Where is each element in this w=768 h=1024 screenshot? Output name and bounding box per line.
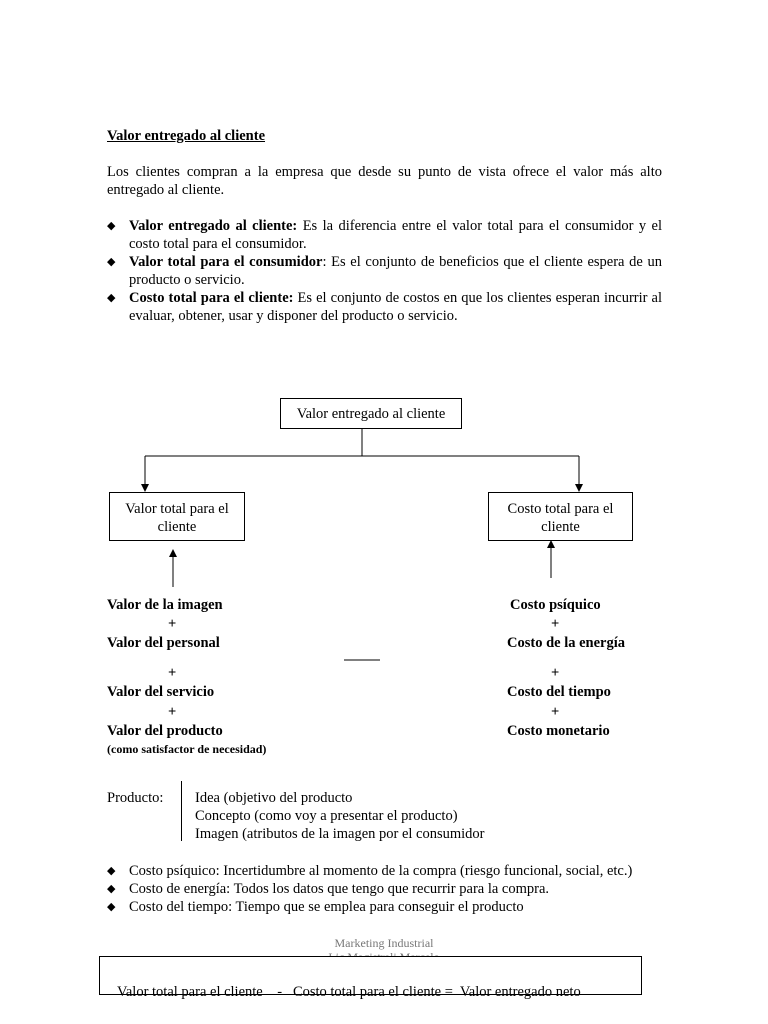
customer-value-box-label: Valor total para el cliente [125, 501, 229, 535]
cost-item: Costo del tiempo [507, 684, 611, 700]
diamond-bullet-icon: ◆ [107, 292, 116, 304]
cost-item: Costo monetario [507, 723, 610, 739]
plus-sign: + [168, 704, 177, 720]
intro-paragraph: Los clientes compran a la empresa que desde su punto de vista ofrece el valor más alto entregado al cliente. [107, 164, 662, 198]
cost-definition-text: Costo de energía: Todos los datos que tengo que recurrir para la compra. [129, 881, 550, 897]
value-item: Valor del personal [107, 635, 220, 651]
customer-value-box [109, 492, 245, 541]
product-item: Idea (objetivo del producto [195, 790, 353, 806]
total-value-box [280, 398, 462, 429]
footer-course: Marketing Industrial [334, 936, 434, 950]
plus-sign: + [168, 665, 177, 681]
value-item: Valor del producto [107, 723, 223, 739]
product-items [195, 789, 485, 843]
product-divider [181, 781, 182, 841]
definition-text: Es la diferencia entre el valor total para el consumidor y el costo total para el consumidor. [129, 218, 662, 252]
diamond-bullet-icon: ◆ [107, 865, 116, 877]
cost-definition-text: Costo psíquico: Incertidumbre al momento de la compra (riesgo funcional, social, etc.) [129, 863, 633, 879]
product-item: Imagen (atributos de la imagen por el consumidor [195, 826, 485, 842]
cost-definition-text: Costo del tiempo: Tiempo que se emplea para conseguir el producto [129, 899, 524, 915]
product-item: Concepto (como voy a presentar el producto) [195, 808, 458, 824]
cost-definition-item [107, 880, 707, 898]
formula-text: Valor total para el cliente - Costo total para el cliente = Valor entregado neto [117, 984, 581, 1000]
value-item: Valor del servicio [107, 684, 215, 700]
plus-sign: + [551, 704, 560, 720]
cost-item: Costo de la energía [507, 635, 625, 651]
value-item: Valor de la imagen [107, 597, 223, 613]
diamond-bullet-icon: ◆ [107, 220, 116, 232]
definition-term: Valor total para el consumidor [129, 254, 323, 270]
definition-text: : Es el conjunto de beneficios que el cliente espera de un producto o servicio. [129, 254, 662, 288]
formula-box [99, 956, 642, 1000]
costs-list [107, 862, 707, 916]
diamond-bullet-icon: ◆ [107, 901, 116, 913]
customer-cost-box [488, 492, 633, 541]
definition-term: Costo total para el cliente: [129, 290, 294, 306]
diamond-bullet-icon: ◆ [107, 256, 116, 268]
cost-definition-item [107, 898, 707, 916]
product-label: Producto: [107, 790, 164, 806]
diamond-bullet-icon: ◆ [107, 883, 116, 895]
cost-definition-item [107, 862, 707, 880]
definition-term: Valor entregado al cliente: [129, 218, 298, 234]
customer-cost-box-label: Costo total para el cliente [507, 501, 614, 535]
total-value-box-label: Valor entregado al cliente [296, 406, 446, 422]
section-title: Valor entregado al cliente [107, 128, 266, 144]
cost-item: Costo psíquico [510, 597, 601, 613]
definition-text: Es el conjunto de costos en que los clientes esperan incurrir al evaluar, obtener, usar y disponer del producto o servicio. [129, 290, 662, 324]
plus-sign: + [551, 616, 560, 632]
plus-sign: + [168, 616, 177, 632]
value-item-note: (como satisfactor de necesidad) [107, 742, 267, 756]
plus-sign: + [551, 665, 560, 681]
